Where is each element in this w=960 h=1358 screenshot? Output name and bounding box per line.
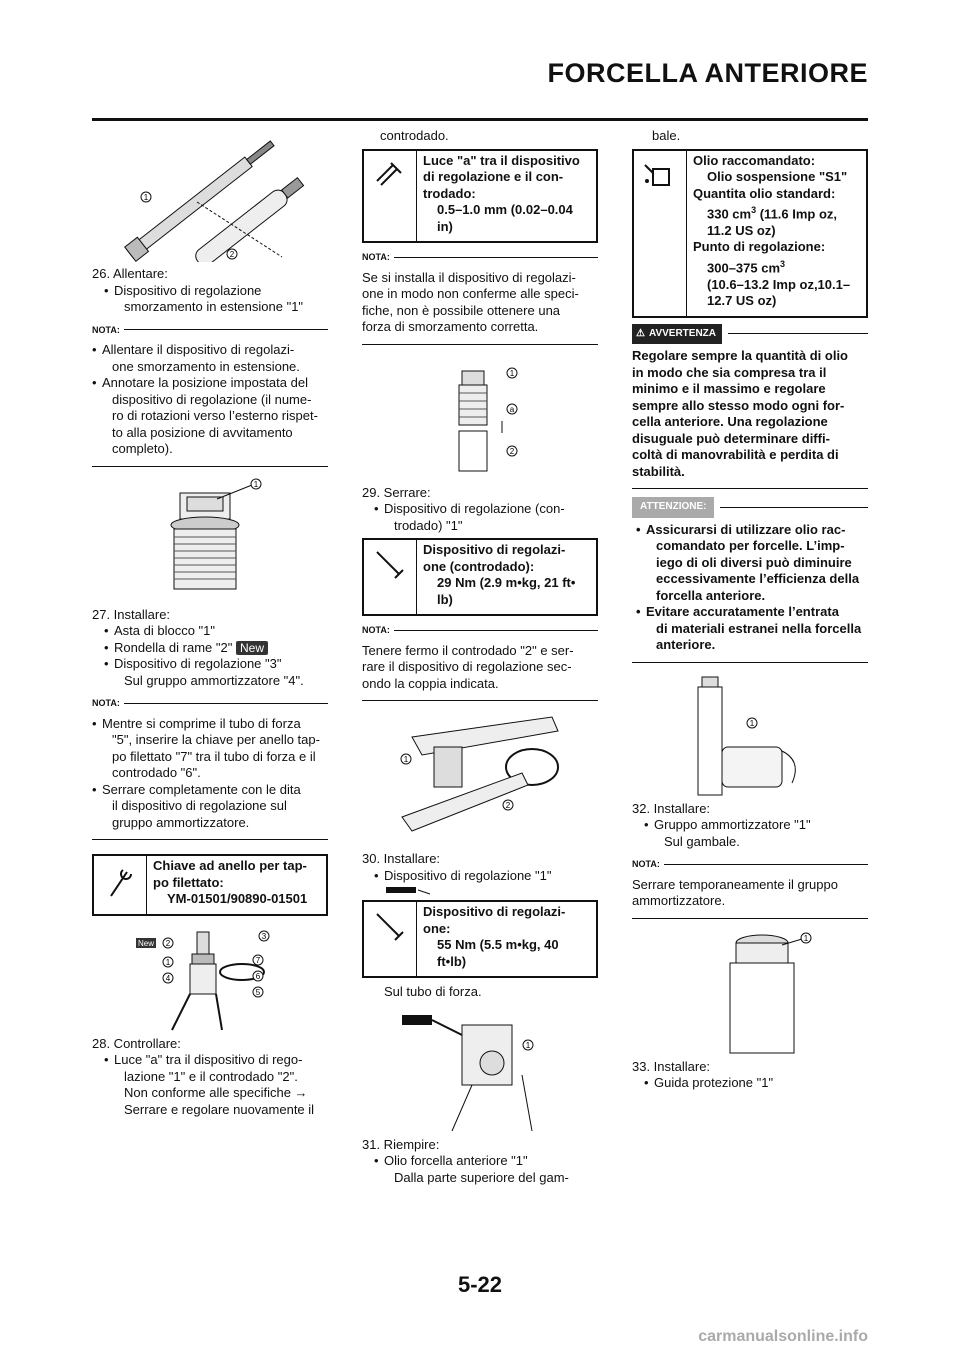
column-1	[92, 128, 328, 1118]
callout-2: 2	[229, 250, 235, 259]
page-title: FORCELLA ANTERIORE	[547, 58, 868, 88]
figure-wrenches	[362, 707, 598, 847]
callout-2: 2	[165, 938, 171, 948]
torque-wrench-icon	[364, 902, 417, 976]
nota-heading: NOTA:	[92, 695, 328, 712]
wrench-icon	[94, 856, 147, 914]
nota-heading: NOTA:	[362, 249, 598, 266]
step-30-title: 30. Installare:	[362, 851, 441, 866]
step-28-item: • Luce "a" tra il dispositivo di rego- lazione "1" e il controdado "2". Non conforme alle specifiche → Serrare e regolare nuovamente il	[92, 1052, 328, 1118]
continued-text: bale.	[652, 128, 681, 143]
nota-heading: NOTA:	[362, 622, 598, 639]
callout-6: 6	[255, 971, 261, 981]
torque-wrench-icon	[364, 540, 417, 614]
attention-heading: ATTENZIONE:	[632, 497, 868, 518]
new-badge: New	[137, 938, 155, 948]
callout-1: 1	[525, 1040, 531, 1050]
step-31-title: 31. Riempire:	[362, 1136, 440, 1152]
torque-box-1: Dispositivo di regolazi- one (controdado): 29 Nm (2.9 m•kg, 21 ft• lb)	[362, 538, 598, 616]
callout-1: 1	[165, 957, 171, 967]
figure-torque-wrench	[362, 1005, 598, 1133]
warning-heading: ⚠ AVVERTENZA	[632, 324, 868, 345]
callout-4: 4	[165, 973, 171, 983]
header-rule	[92, 118, 868, 121]
callout-1: 1	[253, 479, 259, 489]
nota-1: • Allentare il dispositivo di regolazi- one smorzamento in estensione. • Annotare la posizione impostata del dispositivo di regolazione (il nume- ro di rotazioni verso l’esterno rispet- to alla posizione di avvitamento completo).	[92, 342, 328, 467]
arrow-icon: →	[294, 1085, 308, 1100]
oil-spec-box: Olio raccomandato: Olio sospensione "S1" Quantita olio standard: 330 $cm^3$ (11.6 Imp oz, 11.2 US oz) Punto di regolazione: 300–375 $cm^3$ (10.6–13.2 Imp oz,10.1– 12.7 US oz)	[632, 149, 868, 318]
oil-can-icon	[634, 151, 687, 316]
nota-3: Se si installa il dispositivo di regolazi- one in modo non conferme alle speci- fiche, non è possibile ottenere una forza di smorzamento corretta.	[362, 270, 598, 345]
step-32-item: • Gruppo ammortizzatore "1" Sul gambale.	[632, 817, 868, 850]
warning-icon: ⚠	[636, 327, 645, 339]
warning-text: Regolare sempre la quantità di olio in modo che sia compresa tra il minimo e il massimo e regolare sempre allo stesso modo ogni for- cella anteriore. Una regolazione disuguale può determinare diffi- coltà di manovrabilità e perdita di stabilità.	[632, 348, 868, 489]
new-badge: New	[236, 641, 268, 655]
step-28-title: 28. Controllare:	[92, 1035, 181, 1051]
step-26-title: 26. Allentare:	[92, 266, 168, 281]
callout-7: 7	[255, 955, 261, 965]
column-3	[632, 128, 868, 1092]
attention-text: • Assicurarsi di utilizzare olio rac- comandato per forcelle. L’imp- iego di oli diversi può diminuire eccessivamente l’efficienza della forcella anteriore. • Evitare accuratamente l’entrata di materiali estranei nella forcella anteriore.	[632, 522, 868, 663]
callout-2: 2	[509, 446, 515, 456]
step-27-item-2: • Rondella di rame "2" New	[92, 640, 328, 657]
callout-1: 1	[143, 193, 149, 202]
caliper-icon	[364, 151, 417, 242]
figure-adjuster	[92, 473, 328, 603]
step-30-item: • Dispositivo di regolazione "1"	[362, 868, 598, 885]
step-31-item: • Olio forcella anteriore "1" Dalla parte superiore del gam-	[362, 1153, 598, 1186]
step-29-item: • Dispositivo di regolazione (con- trodado) "1"	[362, 501, 598, 534]
nota-5: Serrare temporaneamente il gruppo ammortizzatore.	[632, 877, 868, 919]
nota-heading: NOTA:	[632, 856, 868, 873]
step-33-item: • Guida protezione "1"	[632, 1075, 868, 1092]
callout-3: 3	[261, 931, 267, 941]
continued-text: controdado.	[380, 128, 449, 143]
page-number: 5-22	[457, 1272, 503, 1297]
step-27-item-3: • Dispositivo di regolazione "3" Sul gruppo ammortizzatore "4".	[92, 656, 328, 689]
figure-fork-rods	[92, 132, 328, 262]
step-26-item: • Dispositivo di regolazione smorzamento in estensione "1"	[92, 283, 328, 316]
figure-guide	[632, 925, 868, 1055]
box-followup: Sul tubo di forza.	[384, 984, 482, 999]
nota-2: • Mentre si comprime il tubo di forza "5", inserire la chiave per anello tap- po filettato "7" tra il tubo di forza e il controdado "6". • Serrare completamente con le dita il dispositivo di regolazione sul gruppo ammortizzatore.	[92, 716, 328, 841]
step-32-title: 32. Installare:	[632, 800, 711, 816]
torque-wrench-symbol	[362, 884, 598, 896]
callout-1: 1	[749, 718, 755, 728]
step-27-title: 27. Installare:	[92, 606, 171, 622]
torque-box-2: Dispositivo di regolazi- one: 55 Nm (5.5 m•kg, 40 ft•lb)	[362, 900, 598, 978]
callout-1: 1	[403, 755, 409, 764]
callout-2: 2	[505, 801, 511, 810]
step-29-title: 29. Serrare:	[362, 484, 431, 500]
step-27-item-1: • Asta di blocco "1"	[92, 623, 328, 640]
callout-5: 5	[255, 987, 261, 997]
step-33-title: 33. Installare:	[632, 1058, 711, 1074]
nota-heading: NOTA:	[92, 322, 328, 339]
callout-a: a	[509, 404, 515, 414]
nota-4: Tenere fermo il controdado "2" e ser- rare il dispositivo di regolazione sec- ondo la coppia indicata.	[362, 643, 598, 702]
figure-gap	[362, 351, 598, 481]
callout-1: 1	[509, 368, 515, 378]
watermark: carmanualsonline.info	[698, 1328, 868, 1345]
column-2	[362, 128, 598, 1186]
tool-box: Chiave ad anello per tap- po filettato: YM-01501/90890-01501	[92, 854, 328, 916]
spec-box-gap: Luce "a" tra il dispositivo di regolazione e il con- trodado: 0.5–1.0 mm (0.02–0.04 in)	[362, 149, 598, 244]
figure-damper-install	[632, 671, 868, 797]
figure-install	[92, 922, 328, 1032]
callout-1: 1	[803, 933, 809, 943]
